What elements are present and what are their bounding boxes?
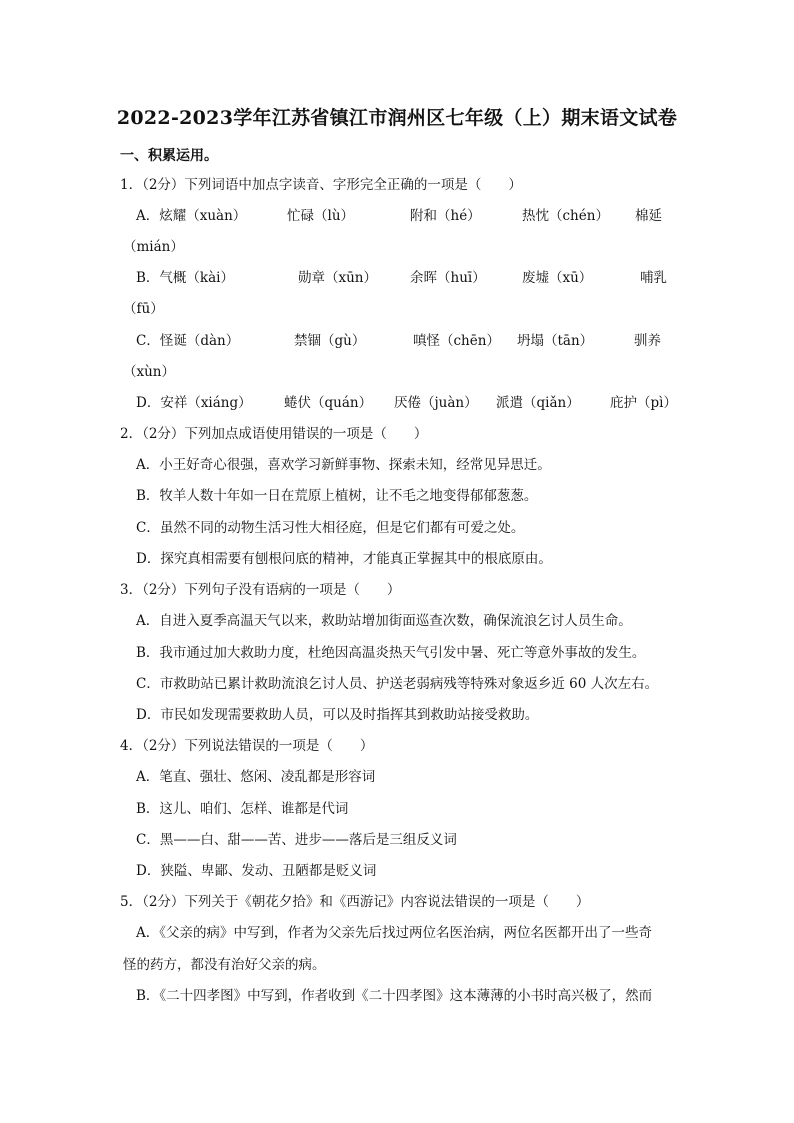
q1-option-b-word: 哺乳	[640, 270, 667, 286]
q5-option-a: A．《父亲的病》中写到，作者为父亲先后找过两位名医治病，两位名医都开出了一些奇	[136, 925, 652, 941]
q1-option-c-word: 驯养	[634, 333, 661, 349]
q2-option-c: C．虽然不同的动物生活习性大相径庭，但是它们都有可爱之处。	[136, 520, 525, 536]
q5-option-a-wrap: 怪的药方，都没有治好父亲的病。	[123, 957, 326, 973]
q1-option-c-label: C．怪诞（dàn）	[136, 333, 240, 349]
question-4-stem: 4．（2分）下列说法错误的一项是（ ）	[120, 738, 374, 754]
q1-option-b-label: B．气概（kài）	[136, 270, 234, 286]
q1-option-c-word: 嗔怪（chēn）	[413, 333, 500, 349]
q1-option-b-wrap: （fū）	[123, 301, 164, 317]
question-3-stem: 3．（2分）下列句子没有语病的一项是（ ）	[120, 582, 401, 598]
q3-option-a: A．自进入夏季高温天气以来，救助站增加街面巡查次数，确保流浪乞讨人员生命。	[136, 613, 632, 629]
q1-option-a-label: A．炫耀（xuàn）	[136, 208, 247, 224]
q1-option-d-word: 厌倦（juàn）	[394, 395, 478, 411]
q1-option-d-label: D．安祥（xiáng）	[136, 395, 252, 411]
q1-option-c-word: 禁锢（gù）	[294, 333, 366, 349]
q1-option-b-word: 余晖（huī）	[410, 270, 486, 286]
q1-option-d-word: 派遣（qiǎn）	[496, 395, 580, 411]
q1-option-a-word: 棉延	[635, 208, 662, 224]
q1-option-a-wrap: （mián）	[123, 239, 184, 255]
q1-option-a-word: 热忱（chén）	[522, 208, 609, 224]
q4-option-c: C．黑——白、甜——苦、进步——落后是三组反义词	[136, 832, 457, 848]
q1-option-b-word: 废墟（xū）	[522, 270, 593, 286]
q1-option-b-word: 勋章（xūn）	[298, 270, 378, 286]
q4-option-b: B．这儿、咱们、怎样、谁都是代词	[136, 801, 349, 817]
q3-option-c: C．市救助站已累计救助流浪乞讨人员、护送老弱病残等特殊对象返乡近 60 人次左右。	[136, 676, 659, 692]
question-2-stem: 2．（2分）下列加点成语使用错误的一项是（ ）	[120, 426, 428, 442]
q3-option-d: D．市民如发现需要救助人员，可以及时指挥其到救助站接受救助。	[136, 707, 539, 723]
q4-option-a: A．笔直、强壮、悠闲、凌乱都是形容词	[136, 769, 376, 785]
q4-option-d: D．狭隘、卑鄙、发动、丑陋都是贬义词	[136, 863, 377, 879]
q1-option-d-word: 庇护（pì）	[610, 395, 677, 411]
q5-option-b: B．《二十四孝图》中写到，作者收到《二十四孝图》这本薄薄的小书时高兴极了，然而	[136, 988, 653, 1004]
exam-title: 2022-2023学年江苏省镇江市润州区七年级（上）期末语文试卷	[116, 107, 678, 129]
section-heading: 一、积累运用。	[120, 148, 218, 164]
q3-option-b: B．我市通过加大救助力度，杜绝因高温炎热天气引发中暑、死亡等意外事故的发生。	[136, 645, 646, 661]
question-5-stem: 5．（2分）下列关于《朝花夕拾》和《西游记》内容说法错误的一项是（ ）	[120, 894, 590, 910]
q2-option-b: B．牧羊人数十年如一日在荒原上植树，让不毛之地变得郁郁葱葱。	[136, 488, 538, 504]
q2-option-a: A．小王好奇心很强，喜欢学习新鲜事物、探索未知，经常见异思迁。	[136, 457, 551, 473]
question-1-stem: 1．（2分）下列词语中加点字读音、字形完全正确的一项是（ ）	[120, 177, 522, 193]
q1-option-d-word: 蜷伏（quán）	[284, 395, 373, 411]
q1-option-c-wrap: （xùn）	[123, 364, 176, 380]
q1-option-c-word: 坍塌（tān）	[517, 333, 594, 349]
q1-option-a-word: 忙碌（lù）	[287, 208, 355, 224]
q2-option-d: D．探究真相需要有刨根问底的精神，才能真正掌握其中的根底原由。	[136, 551, 552, 567]
q1-option-a-word: 附和（hé）	[410, 208, 481, 224]
